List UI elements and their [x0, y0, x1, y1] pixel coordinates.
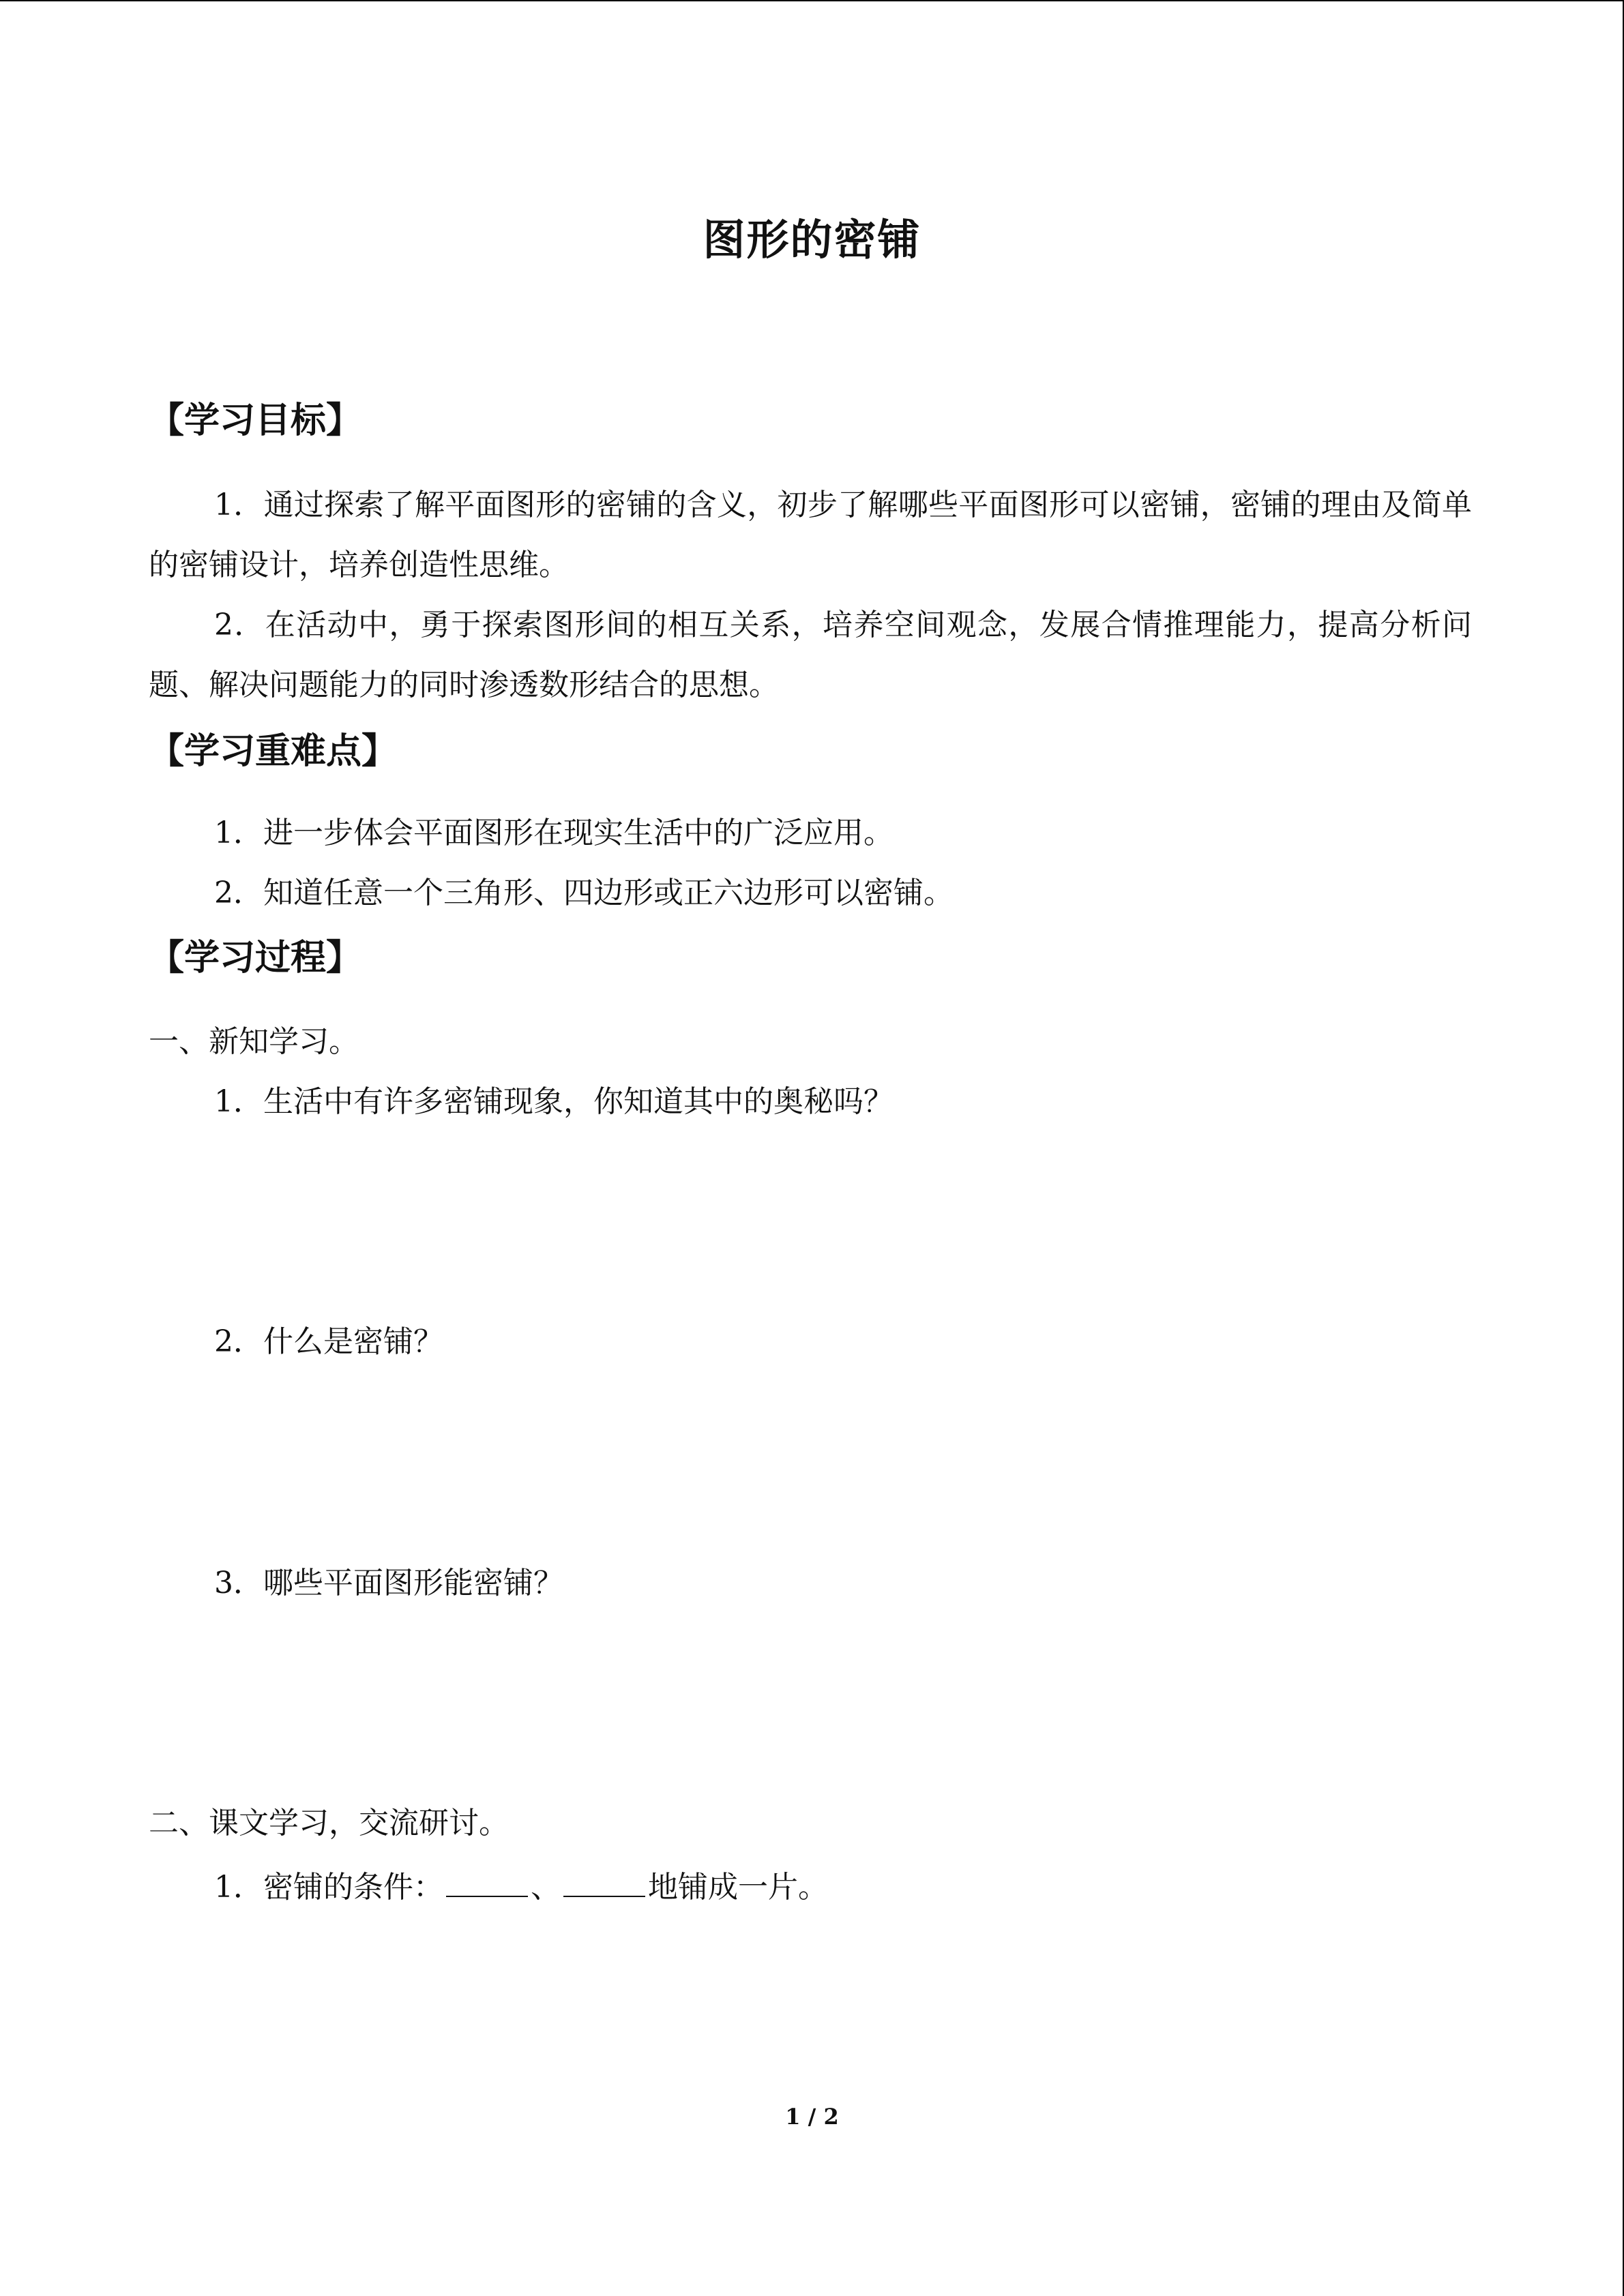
fill-blank-1[interactable] — [446, 1863, 528, 1897]
part1-title: 一、新知学习。 — [149, 1024, 359, 1059]
objectives-heading: 【学习目标】 — [149, 400, 362, 441]
fill-blank-2[interactable] — [563, 1863, 645, 1897]
process-heading: 【学习过程】 — [149, 938, 362, 979]
part1-question-1: 1．生活中有许多密铺现象，你知道其中的奥秘吗？ — [214, 1084, 894, 1119]
key-point-item-1: 1．进一步体会平面图形在现实生活中的广泛应用。 — [214, 816, 894, 850]
objective-item-1: 1．通过探索了解平面图形的密铺的含义，初步了解哪些平面图形可以密铺，密铺的理由及简单的密铺设计，培养创造性思维。 — [149, 488, 1472, 582]
document-title: 图形的密铺 — [703, 215, 921, 265]
part1-question-3: 3．哪些平面图形能密铺？ — [214, 1566, 563, 1600]
page-number: 1 / 2 — [785, 2104, 839, 2130]
part2-title: 二、课文学习，交流研讨。 — [149, 1806, 509, 1840]
objective-item-2: 2．在活动中，勇于探索图形间的相互关系，培养空间观念，发展合情推理能力，提高分析问题、解决问题能力的同时渗透数形结合的思想。 — [149, 608, 1472, 702]
condition-suffix: 地铺成一片。 — [648, 1870, 828, 1905]
condition-prefix: 1．密铺的条件： — [214, 1870, 443, 1905]
key-points-heading: 【学习重难点】 — [149, 731, 398, 772]
condition-separator: 、 — [531, 1870, 561, 1905]
part1-question-2: 2．什么是密铺？ — [214, 1324, 443, 1359]
key-point-item-2: 2．知道任意一个三角形、四边形或正六边形可以密铺。 — [214, 876, 954, 910]
part2-question-1 — [214, 1863, 828, 1908]
